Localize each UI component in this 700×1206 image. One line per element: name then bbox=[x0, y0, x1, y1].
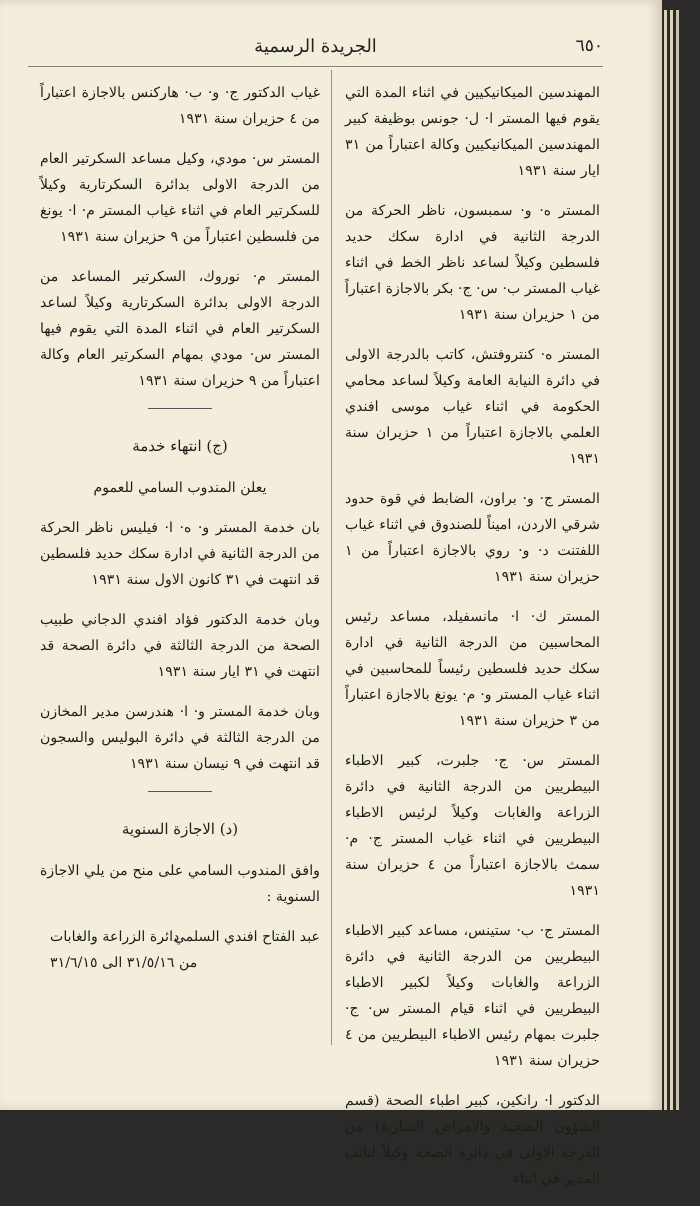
paragraph: المستر م· نوروك، السكرتير المساعد من الدرجة الاولى بدائرة السكرتارية وكيلاً لساعد السكرتير العام في اثناء المدة التي يقوم فيها المستر س· مودي بمهام السكرتير العام وكالة اعتباراً من ٩ حزيران سنة ١٩٣١ bbox=[40, 269, 320, 389]
leave-entry-name: عبد الفتاح افندي السلمي bbox=[173, 929, 320, 945]
section-intro: يعلن المندوب السامي للعموم bbox=[93, 480, 267, 496]
header-rule bbox=[28, 66, 603, 67]
leave-entry-period: من ٣١/٥/١٦ الى ٣١/٦/١٥ bbox=[50, 955, 198, 971]
page-edge bbox=[670, 10, 673, 1110]
paragraph: الدكتور ا· رانكين، كبير اطباء الصحة (قسم الشؤون الصحية والامراض السارية) من الدرجة الاولى في دائرة الصحة وكيلاً لنائب المدير في اثناء bbox=[345, 1093, 600, 1187]
paragraph: المستر ج· و· براون، الضابط في قوة حدود شرقي الاردن، اميناً للصندوق في اثناء غياب اللفتنت د· و· روي بالاجازة اعتباراً من ١ حزيران سنة ١٩٣١ bbox=[345, 491, 600, 585]
column-divider bbox=[331, 70, 332, 1045]
paragraph: المستر ج· ب· ستينس، مساعد كبير الاطباء البيطريين من الدرجة الثانية في دائرة الزراعة والغابات وكيلاً لكبير الاطباء البيطريين في اثناء قيام المستر س· ج· جلبرت بمهام رئيس الاطباء البيطريين من ٤ حزيران سنة ١٩٣١ bbox=[345, 923, 600, 1069]
paragraph: وبان خدمة الدكتور فؤاد افندي الدجاني طبيب الصحة من الدرجة الثالثة في دائرة الصحة قد انتهت في ٣١ ايار سنة ١٩٣١ bbox=[40, 612, 320, 680]
page-edge bbox=[676, 10, 679, 1110]
page-edge bbox=[664, 10, 667, 1110]
paragraph: وبان خدمة المستر و· ا· هندرسن مدير المخازن من الدرجة الثالثة في دائرة البوليس والسجون قد انتهت في ٩ نيسان سنة ١٩٣١ bbox=[40, 704, 320, 772]
section-rule bbox=[148, 791, 212, 792]
left-column bbox=[40, 80, 320, 976]
section-heading-c: (ج) انتهاء خدمة bbox=[132, 437, 228, 455]
paragraph: المستر ه· و· سمبسون، ناظر الحركة من الدرجة الثانية في ادارة سكك حديد فلسطين وكيلاً لساعد ناظر الخط في اثناء غياب المستر ب· س· ج· بكر بالاجازة اعتباراً من ١ حزيران سنة ١٩٣١ bbox=[345, 203, 600, 323]
section-rule bbox=[148, 408, 212, 409]
paragraph: المستر س· ج· جلبرت، كبير الاطباء البيطريين من الدرجة الثانية في دائرة الزراعة والغابات وكيلاً لرئيس الاطباء البيطريين في اثناء غياب المستر ج· م· سمث بالاجازة اعتباراً من ٤ حزيران سنة ١٩٣١ bbox=[345, 753, 600, 899]
paragraph: المهندسين الميكانيكيين في اثناء المدة التي يقوم فيها المستر ا· ل· جونس بوظيفة كبير المهندسين الميكانيكيين وكالة اعتباراً من ٣١ ايار سنة ١٩٣١ bbox=[345, 85, 600, 179]
paragraph: المستر س· مودي، وكيل مساعد السكرتير العام من الدرجة الاولى بدائرة السكرتارية وكيلاً للسكرتير العام في اثناء غياب المستر م· ا· يونغ من فلسطين اعتباراً من ٩ حزيران سنة ١٩٣١ bbox=[40, 151, 320, 245]
leave-entry-dept: دائرة الزراعة والغابات bbox=[50, 929, 180, 945]
page-number: ٦٥٠ bbox=[575, 36, 603, 56]
paragraph: المستر ك· ا· مانسفيلد، مساعد رئيس المحاسبين من الدرجة الثانية في ادارة سكك حديد فلسطين رئيساً للمحاسبين في اثناء غياب المستر و· م· يونغ بالاجازة اعتباراً من ٣ حزيران سنة ١٩٣١ bbox=[345, 609, 600, 729]
section-heading-d: (د) الاجازة السنوية bbox=[121, 820, 239, 838]
page-header bbox=[28, 36, 603, 64]
paragraph: غياب الدكتور ج· و· ب· هاركنس بالاجازة اعتباراً من ٤ حزيران سنة ١٩٣١ bbox=[40, 85, 320, 127]
leave-entry bbox=[40, 924, 320, 976]
paragraph: بان خدمة المستر و· ه· ا· فيليس ناظر الحركة من الدرجة الثانية في ادارة سكك حديد فلسطين قد انتهت في ٣١ كانون الاول سنة ١٩٣١ bbox=[40, 520, 320, 588]
paragraph: المستر ه· كنتروفتش، كاتب بالدرجة الاولى في دائرة النيابة العامة وكيلاً لساعد محامي الحكومة في اثناء غياب موسى افندي العلمي بالاجازة اعتباراً من ١ حزيران سنة ١٩٣١ bbox=[345, 347, 600, 467]
section-intro: وافق المندوب السامي على منح من يلي الاجازة السنوية : bbox=[40, 863, 320, 905]
gazette-title: الجريدة الرسمية bbox=[254, 36, 377, 57]
right-column bbox=[345, 80, 600, 1206]
